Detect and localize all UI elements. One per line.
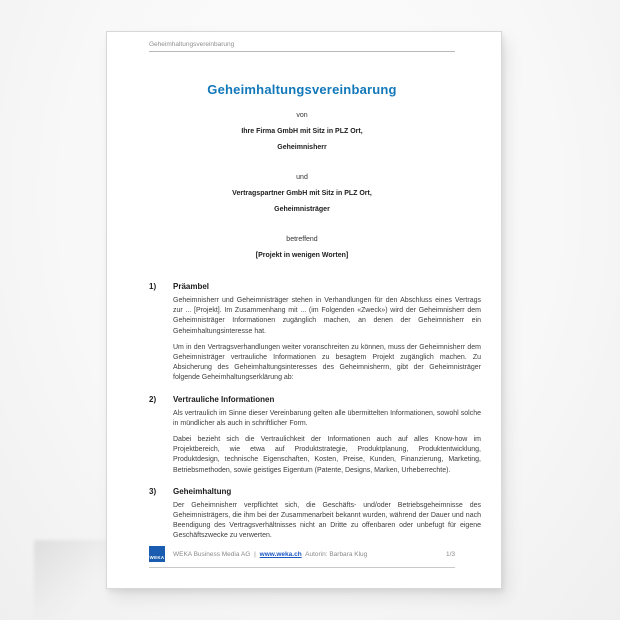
footer-link[interactable]: www.weka.ch — [259, 550, 302, 558]
document-title: Geheimhaltungsvereinbarung — [207, 82, 397, 97]
footer-divider: | — [254, 550, 256, 558]
weka-logo — [149, 546, 165, 562]
party1-role: Geheimnisherr — [277, 144, 327, 151]
intro-und-label: und — [296, 174, 308, 181]
section-number: 1) — [149, 282, 157, 291]
footer-author: Autorin: Barbara Klug — [305, 550, 368, 558]
section-praeambel — [149, 282, 481, 384]
page-footer — [149, 546, 455, 568]
parties-block — [149, 112, 455, 260]
running-header-text: Geheimhaltungsvereinbarung — [149, 41, 235, 48]
paragraph: Der Geheimnisherr verpflichtet sich, die Geschäfts- und/oder Betriebsgeheimnisse des Geheimnisträgers, die ihm bei der Zusammenarbeit bekannt wurden, während der Dauer und nach Beendigung des Vertragsverhältnisses nicht an Dritte zu offenbaren oder unbefugt für eigene Geschäftszwecke zu verwerten. — [173, 501, 481, 540]
section-number: 2) — [149, 394, 157, 404]
party2-role: Geheimnisträger — [274, 206, 330, 213]
section-heading: Vertrauliche Informationen — [173, 394, 275, 404]
footer-company: WEKA Business Media AG — [173, 550, 251, 558]
project-placeholder: [Projekt in wenigen Worten] — [255, 252, 349, 259]
party2-name: Vertragspartner GmbH mit Sitz in PLZ Ort, — [232, 190, 372, 197]
section-header — [149, 395, 481, 405]
section-header — [149, 282, 481, 292]
paragraph: Dabei bezieht sich die Vertraulichkeit der Informationen auch auf alles Know-how im Projektbereich, wie etwa auf Produktstrategie, Produktplanung, Produktentwicklung, Produktdesign, technische Eigenschaften, Kosten, Preise, Kunden, Finanzierung, Marketing, Betriebsmethoden, sowie geistiges Eigentum (Patente, Designs, Marken, Urheberrechte). — [173, 436, 481, 474]
sections-block — [149, 282, 481, 542]
paragraph: Geheimnisherr und Geheimnisträger stehen in Verhandlungen für den Abschluss eines Vertrags zur ... [Projekt]. Im Zusammenhang mit ... (im Folgenden «Zweck») wird der Geheimnisherr dem Geheimnisträger Informationen zugänglich machen, an denen der Geheimnisherr ein Geheimhaltungsinteresse hat. — [173, 297, 481, 335]
paragraph: Um in den Vertragsverhandlungen weiter voranschreiten zu können, muss der Geheimnisherr dem Geheimnisträger vertrauliche Informationen zu besagtem Projekt zugänglich machen. Zu Absicherung des Geheimhaltungsinteresses des Geheimnisherrn, gibt der Geheimnisträger folgende Geheimhaltungserklärung ab: — [173, 343, 481, 382]
section-heading: Präambel — [173, 282, 210, 291]
section-geheimhaltung — [149, 487, 481, 542]
document-page — [106, 31, 502, 589]
intro-betreffend-label: betreffend — [286, 236, 318, 243]
section-header — [149, 487, 481, 497]
weka-logo-text: WEKA — [149, 555, 165, 560]
party1-name: Ihre Firma GmbH mit Sitz in PLZ Ort, — [241, 128, 363, 135]
running-header — [149, 41, 455, 52]
section-vertrauliche-informationen — [149, 395, 481, 476]
page-number: 1/3 — [445, 550, 455, 558]
section-number: 3) — [149, 486, 157, 496]
intro-von-label: von — [296, 112, 308, 119]
section-heading: Geheimhaltung — [173, 486, 232, 496]
paragraph: Als vertraulich im Sinne dieser Vereinbarung gelten alle übermittelten Informationen, sowohl solche in mündlicher als auch in schriftlicher Form. — [173, 409, 481, 427]
footer-credit-line — [173, 551, 446, 558]
